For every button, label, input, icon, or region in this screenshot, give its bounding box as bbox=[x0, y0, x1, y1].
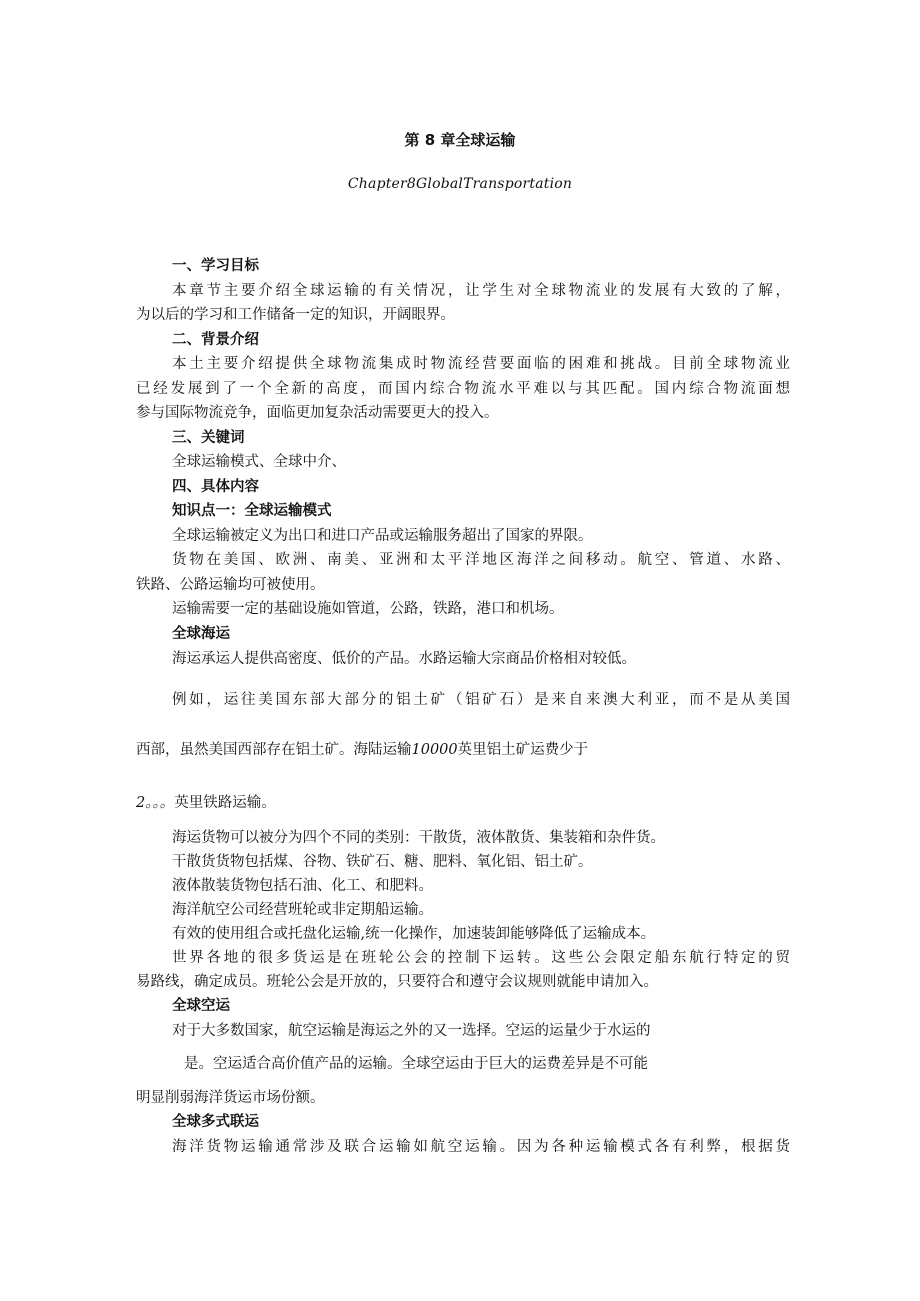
subsection-heading: 全球空运 bbox=[172, 998, 230, 1014]
text-line: 海运货物可以被分为四个不同的类别：干散货，液体散货、集装箱和杂件货。 bbox=[172, 830, 665, 846]
text-segment: 2。。。 bbox=[136, 795, 175, 811]
text-line: 干散货货物包括煤、谷物、铁矿石、糖、肥料、氧化铝、铝土矿。 bbox=[172, 854, 593, 870]
page-subtitle: Chapter8GlobalTransportation bbox=[347, 176, 573, 192]
section-heading: 一、学习目标 bbox=[172, 258, 259, 274]
subsection-heading: 全球多式联运 bbox=[172, 1114, 259, 1130]
text-line: 为以后的学习和工作储备一定的知识，开阔眼界。 bbox=[136, 307, 455, 323]
text-line: 液体散装货物包括石油、化工、和肥料。 bbox=[172, 878, 433, 894]
text-line: 海洋航空公司经营班轮或非定期船运输。 bbox=[172, 902, 433, 918]
section-heading: 四、具体内容 bbox=[172, 479, 259, 495]
subsection-heading: 全球海运 bbox=[172, 626, 230, 642]
section-heading: 三、关键词 bbox=[172, 430, 245, 446]
text-line: 对于大多数国家，航空运输是海运之外的又一选择。空运的运量少于水运的 bbox=[172, 1023, 651, 1039]
text-line: 世界各地的很多货运是在班轮公会的控制下运转。这些公会限定船东航行特定的贸 bbox=[172, 950, 790, 966]
text-line: 例如，运往美国东部大部分的铝土矿（铝矿石）是来自来澳大利亚，而不是从美国 bbox=[172, 692, 790, 708]
text-line: 海运承运人提供高密度、低价的产品。水路运输大宗商品价格相对较低。 bbox=[172, 651, 636, 667]
subsection-heading: 知识点一：全球运输模式 bbox=[172, 503, 332, 519]
text-line: 本章节主要介绍全球运输的有关情况，让学生对全球物流业的发展有大致的了解， bbox=[172, 283, 790, 299]
text-line: 全球运输模式、全球中介、 bbox=[172, 454, 346, 470]
section-heading: 二、背景介绍 bbox=[172, 332, 259, 348]
text-line: 易路线，确定成员。班轮公会是开放的，只要符合和遵守会议规则就能申请加入。 bbox=[136, 974, 658, 990]
page-title: 第 8 章全球运输 bbox=[404, 131, 516, 149]
text-line: 是。空运适合高价值产品的运输。全球空运由于巨大的运费差异是不可能 bbox=[184, 1056, 648, 1072]
text-line: 参与国际物流竞争，面临更加复杂活动需要更大的投入。 bbox=[136, 405, 499, 421]
text-segment: 西部，虽然美国西部存在铝土矿。海陆运输 bbox=[136, 742, 412, 758]
text-line: 全球运输被定义为出口和进口产品或运输服务超出了国家的界限。 bbox=[172, 528, 593, 544]
text-segment: 10000 bbox=[411, 742, 458, 758]
text-line: 明显削弱海洋货运市场份额。 bbox=[136, 1090, 325, 1106]
text-line bbox=[136, 793, 276, 813]
text-line: 海洋货物运输通常涉及联合运输如航空运输。因为各种运输模式各有利弊，根据货 bbox=[172, 1139, 790, 1155]
text-line: 铁路、公路运输均可被使用。 bbox=[136, 577, 325, 593]
text-segment: 英里铁路运输。 bbox=[174, 795, 276, 811]
text-line: 有效的使用组合或托盘化运输,统一化操作，加速装卸能够降低了运输成本。 bbox=[172, 926, 656, 942]
text-line bbox=[136, 740, 588, 760]
text-line: 已经发展到了一个全新的高度，而国内综合物流水平难以与其匹配。国内综合物流面想 bbox=[136, 381, 790, 397]
text-line: 本土主要介绍提供全球物流集成时物流经营要面临的困难和挑战。目前全球物流业 bbox=[172, 356, 790, 372]
text-line: 运输需要一定的基础设施如管道，公路，铁路，港口和机场。 bbox=[172, 601, 564, 617]
text-line: 货物在美国、欧洲、南美、亚洲和太平洋地区海洋之间移动。航空、管道、水路、 bbox=[172, 552, 790, 568]
text-segment: 英里铝土矿运费少于 bbox=[457, 742, 589, 758]
